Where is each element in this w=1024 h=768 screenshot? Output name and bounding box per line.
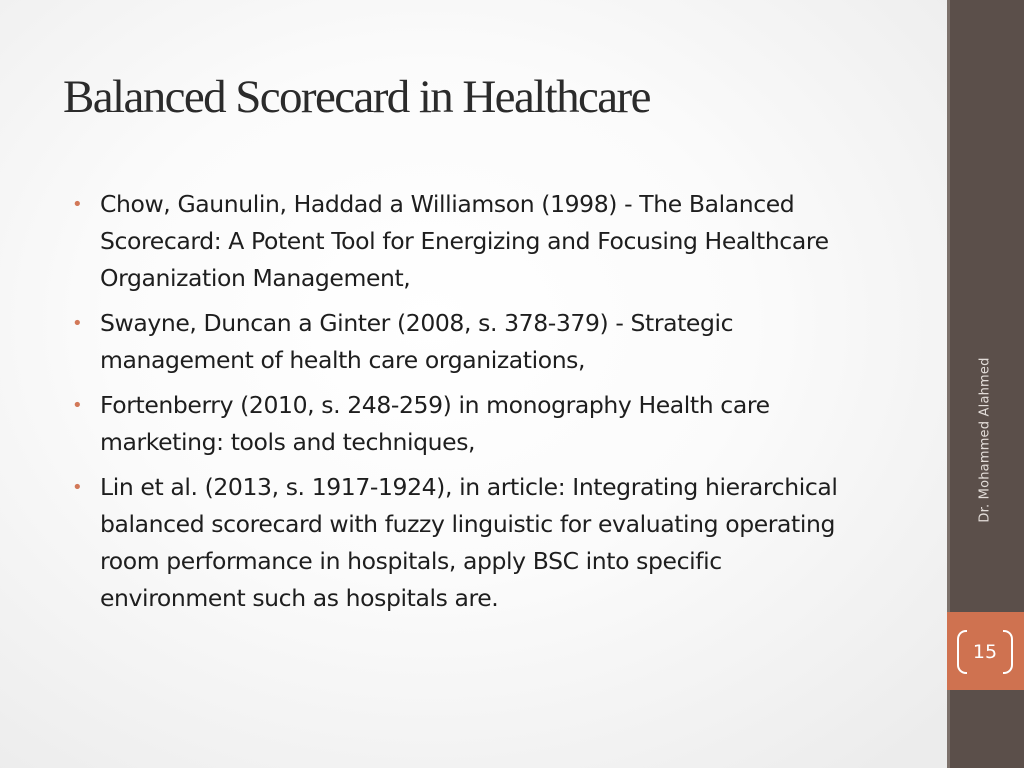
bullet-icon: • [72, 194, 83, 215]
bullet-item [72, 305, 872, 379]
page-number-box [947, 612, 1024, 690]
bullet-icon: • [72, 395, 83, 416]
bullet-text: Fortenberry (2010, s. 248-259) in monography Health care marketing: tools and techniques, [100, 391, 770, 456]
bullet-text: Lin et al. (2013, s. 1917-1924), in article: Integrating hierarchical balanced scorecard with fuzzy linguistic for evaluating operating room performance in hospitals, apply BSC into specific environment such as hospitals are. [100, 473, 838, 612]
bullet-icon: • [72, 313, 83, 334]
bullet-item [72, 387, 872, 461]
bullet-item [72, 469, 872, 617]
bullet-text: Chow, Gaunulin, Haddad a Williamson (1998) - The Balanced Scorecard: A Potent Tool for Energizing and Focusing Healthcare Organization Management, [100, 190, 829, 292]
slide-title: Balanced Scorecard in Healthcare [63, 71, 650, 123]
page-number: 15 [972, 641, 998, 663]
bullet-icon: • [72, 477, 83, 498]
bullet-text: Swayne, Duncan a Ginter (2008, s. 378-379) - Strategic management of health care organizations, [100, 309, 734, 374]
author-label: Dr. Mohammed Alahmed [977, 357, 993, 523]
page-number-frame [957, 630, 1013, 674]
bullet-item [72, 186, 872, 297]
bullet-list [72, 186, 872, 625]
